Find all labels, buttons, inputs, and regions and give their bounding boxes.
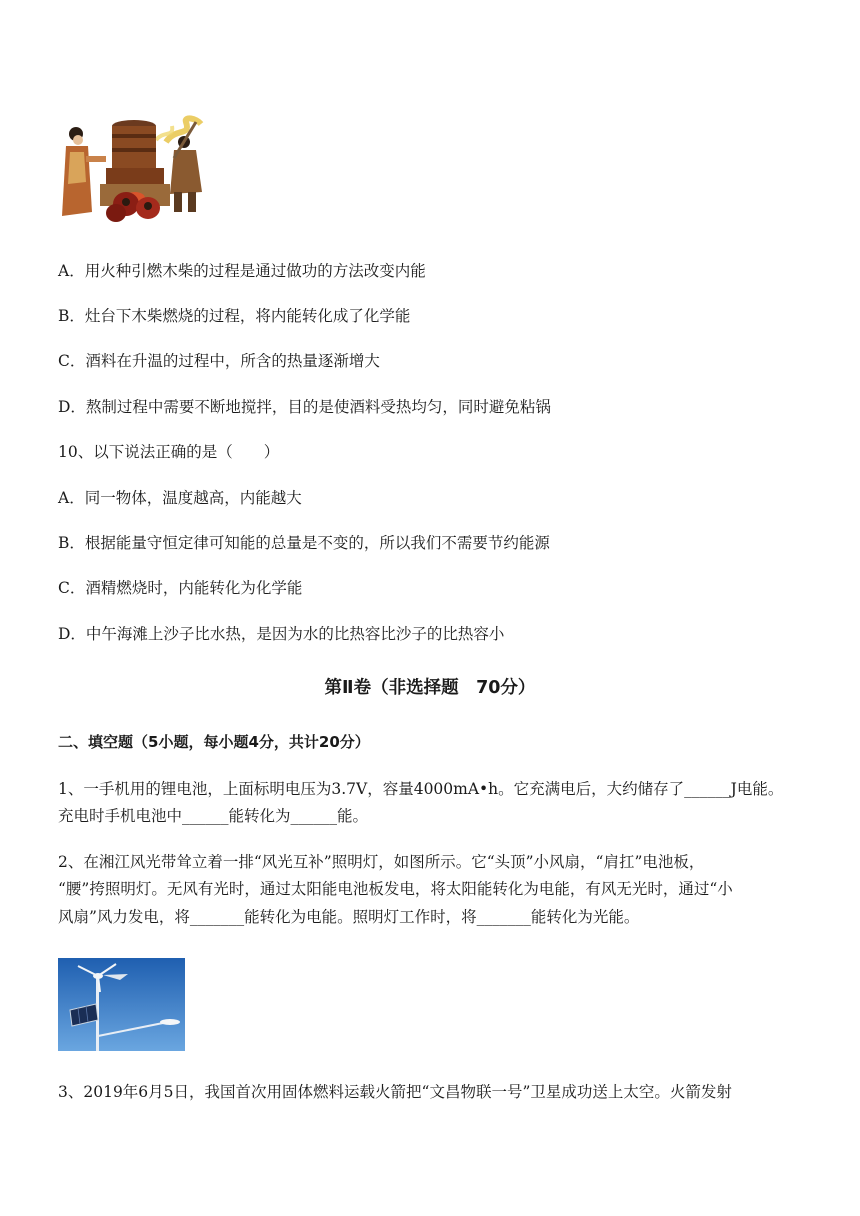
- q10-option-d: D．中午海滩上沙子比水热，是因为水的比热容比沙子的比热容小: [58, 625, 505, 643]
- wine-brewing-illustration: [56, 112, 211, 224]
- q9-option-b: B．灶台下木柴燃烧的过程，将内能转化成了化学能: [58, 307, 411, 325]
- q10-option-a: A．同一物体，温度越高，内能越大: [58, 489, 302, 507]
- fill-q2-line-3: 风扇”风力发电，将_______能转化为电能。照明灯工作时，将_______能转化为光能。: [58, 908, 640, 926]
- q10-option-b: B．根据能量守恒定律可知能的总量是不变的，所以我们不需要节约能源: [58, 534, 550, 552]
- fill-q1-line-2: 充电时手机电池中______能转化为______能。: [58, 807, 369, 825]
- q10-option-c: C．酒精燃烧时，内能转化为化学能: [58, 579, 303, 597]
- q10-stem: 10、以下说法正确的是（ ）: [58, 443, 280, 461]
- fill-q2-line-2: “腰”挎照明灯。无风有光时，通过太阳能电池板发电，将太阳能转化为电能，有风无光时，通过“小: [58, 880, 733, 898]
- q9-option-a: A．用火种引燃木柴的过程是通过做功的方法改变内能: [58, 262, 426, 280]
- fill-q1-line-1: 1、一手机用的锂电池，上面标明电压为3.7V，容量4000mA•h。它充满电后，大约储存了______J电能。: [58, 780, 784, 798]
- q9-option-c: C．酒料在升温的过程中，所含的热量逐渐增大: [58, 352, 380, 370]
- q9-option-d: D．熬制过程中需要不断地搅拌，目的是使酒料受热均匀，同时避免粘锅: [58, 398, 551, 416]
- fill-q2-line-1: 2、在湘江风光带耸立着一排“风光互补”照明灯，如图所示。它“头顶”小风扇，“肩扛”电池板，: [58, 853, 705, 871]
- fill-in-section-heading: 二、填空题（5小题，每小题4分，共计20分）: [58, 733, 370, 751]
- fill-q3-line-1: 3、2019年6月5日，我国首次用固体燃料运载火箭把“文昌物联一号”卫星成功送上太空。火箭发射: [58, 1083, 732, 1101]
- part-two-title: 第Ⅱ卷（非选择题 70分）: [324, 678, 536, 698]
- wind-solar-street-light-photo: [58, 958, 185, 1051]
